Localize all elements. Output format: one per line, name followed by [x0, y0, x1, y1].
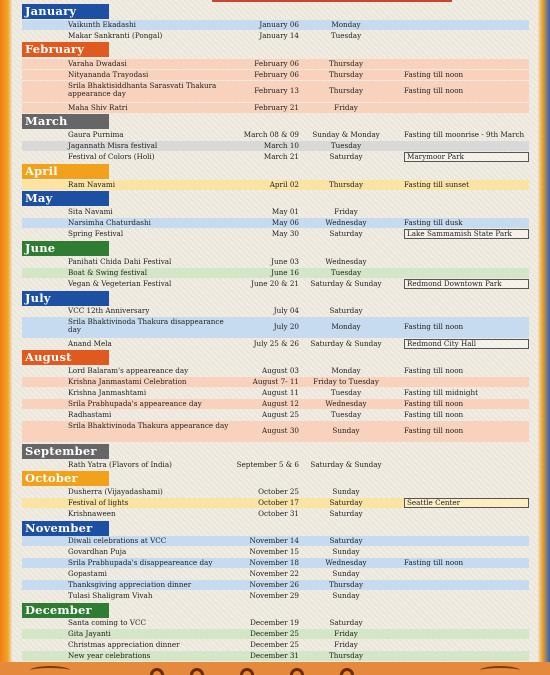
- footer-title-partial: [150, 662, 400, 675]
- event-name: Govardhan Puja: [68, 547, 127, 556]
- event-row: [22, 591, 529, 601]
- event-day: Thursday: [328, 59, 364, 68]
- event-name: VCC 12th Anniversary: [68, 306, 150, 315]
- event-name: Maha Shiv Ratri: [68, 103, 128, 112]
- event-row: [22, 257, 529, 267]
- event-row: [22, 59, 529, 69]
- event-date: August 25: [261, 410, 299, 419]
- event-day: Saturday: [329, 498, 363, 507]
- month-header-june: June: [22, 241, 109, 256]
- event-date: August 03: [261, 366, 299, 375]
- event-note: Fasting till noon: [404, 410, 464, 419]
- event-row: [22, 218, 529, 228]
- event-row: [22, 487, 529, 497]
- event-date: February 21: [254, 103, 299, 112]
- event-name: Narsimha Chaturdashi: [68, 218, 151, 227]
- event-row: [22, 229, 529, 239]
- event-day: Saturday & Sunday: [310, 460, 382, 469]
- event-name: Sita Navami: [68, 207, 113, 216]
- event-row: [22, 279, 529, 289]
- event-day: Thursday: [328, 86, 364, 95]
- month-header-april: April: [22, 164, 109, 179]
- event-row: [22, 388, 529, 398]
- event-name: Gita Jayanti: [68, 629, 111, 638]
- event-row: [22, 70, 529, 80]
- event-row: [22, 81, 529, 102]
- event-date: October 31: [258, 509, 299, 518]
- event-name: Srila Prabhupada's disappeareance day: [68, 558, 213, 567]
- event-day: Saturday: [329, 509, 363, 518]
- event-name: Tulasi Shaligram Vivah: [68, 591, 153, 600]
- event-day: Tuesday: [330, 410, 362, 419]
- event-row: [22, 377, 529, 387]
- event-date: January 06: [259, 20, 299, 29]
- event-day: Sunday & Monday: [312, 130, 380, 139]
- event-location: Redmond City Hall: [404, 339, 529, 349]
- event-date: December 31: [250, 651, 299, 660]
- event-row: [22, 509, 529, 519]
- event-day: Thursday: [328, 180, 364, 189]
- event-day: Tuesday: [330, 141, 362, 150]
- month-header-february: February: [22, 42, 109, 57]
- event-row: [22, 536, 529, 546]
- event-day: Saturday: [329, 229, 363, 238]
- event-day: Saturday & Sunday: [310, 339, 382, 348]
- event-row: [22, 207, 529, 217]
- event-row: [22, 306, 529, 316]
- event-date: September 5 & 6: [236, 460, 299, 469]
- event-name: Makar Sankranti (Pongal): [68, 31, 163, 40]
- event-name: Nityananda Trayodasi: [68, 70, 149, 79]
- event-date: June 16: [271, 268, 299, 277]
- event-note: Fasting till midnight: [404, 388, 479, 397]
- event-name: Krishna Janmashtami: [68, 388, 147, 397]
- header-divider: [212, 0, 452, 2]
- event-name: Panihati Chida Dahi Festival: [68, 257, 172, 266]
- month-header-december: December: [22, 603, 109, 618]
- event-day: Monday: [331, 366, 361, 375]
- event-day: Saturday: [329, 618, 363, 627]
- event-location: Seattle Center: [404, 498, 529, 508]
- footer-banner: [0, 662, 550, 675]
- event-day: Tuesday: [330, 31, 362, 40]
- calendar-sheet: [12, 0, 538, 675]
- event-day: Sunday: [332, 591, 360, 600]
- event-date: February 06: [254, 59, 299, 68]
- event-day: Monday: [331, 20, 361, 29]
- event-date: May 06: [271, 218, 299, 227]
- event-location: Marymoor Park: [404, 152, 529, 162]
- event-day: Friday: [334, 207, 358, 216]
- event-name: Krishna Janmastami Celebration: [68, 377, 187, 386]
- event-day: Friday: [334, 640, 358, 649]
- event-date: December 25: [250, 640, 299, 649]
- footer-ornament-right: [480, 666, 520, 675]
- event-name: Krishnaween: [68, 509, 116, 518]
- month-header-january: January: [22, 4, 109, 19]
- event-name: Christmas appreciation dinner: [68, 640, 180, 649]
- event-date: November 22: [249, 569, 299, 578]
- event-name: Lord Balaram's appeareance day: [68, 366, 189, 375]
- event-name: Ram Navami: [68, 180, 115, 189]
- event-row: [22, 152, 529, 162]
- event-day: Sunday: [332, 547, 360, 556]
- event-day: Sunday: [332, 426, 360, 435]
- event-row: [22, 629, 529, 639]
- event-day: Tuesday: [330, 268, 362, 277]
- event-date: August 30: [261, 426, 299, 435]
- event-location: Redmond Downtown Park: [404, 279, 529, 289]
- event-row: [22, 558, 529, 568]
- event-row: [22, 268, 529, 278]
- event-note: Fasting till moonrise - 9th March: [404, 130, 525, 139]
- event-date: October 17: [258, 498, 299, 507]
- event-note: Fasting till noon: [404, 86, 464, 95]
- event-date: July 04: [273, 306, 299, 315]
- event-date: February 13: [254, 86, 299, 95]
- event-day: Tuesday: [330, 388, 362, 397]
- event-row: [22, 31, 529, 41]
- event-name: Gopastami: [68, 569, 107, 578]
- event-date: March 21: [263, 152, 299, 161]
- event-date: August 11: [261, 388, 299, 397]
- event-row: [22, 141, 529, 151]
- event-note: Fasting till dusk: [404, 218, 463, 227]
- event-date: March 08 & 09: [243, 130, 299, 139]
- event-day: Friday: [334, 103, 358, 112]
- event-date: April 02: [269, 180, 299, 189]
- event-day: Friday to Tuesday: [313, 377, 379, 386]
- event-note: Fasting till noon: [404, 70, 464, 79]
- event-row: [22, 103, 529, 113]
- event-location: Lake Sammamish State Park: [404, 229, 529, 239]
- event-name: Radhastami: [68, 410, 112, 419]
- event-name: Thanksgiving appreciation dinner: [68, 580, 192, 589]
- event-name: Spring Festival: [68, 229, 124, 238]
- event-date: August 7- 11: [252, 377, 299, 386]
- month-header-march: March: [22, 114, 109, 129]
- event-day: Saturday: [329, 306, 363, 315]
- event-row: [22, 180, 529, 190]
- event-name: Anand Mela: [68, 339, 112, 348]
- event-name: Gaura Purnima: [68, 130, 124, 139]
- event-date: July 25 & 26: [253, 339, 299, 348]
- event-day: Saturday & Sunday: [310, 279, 382, 288]
- event-row: [22, 410, 529, 420]
- event-date: November 26: [249, 580, 299, 589]
- event-date: November 18: [249, 558, 299, 567]
- event-row: [22, 20, 529, 30]
- month-header-may: May: [22, 191, 109, 206]
- event-day: Wednesday: [325, 399, 367, 408]
- event-day: Thursday: [328, 580, 364, 589]
- event-day: Thursday: [328, 651, 364, 660]
- event-day: Sunday: [332, 569, 360, 578]
- event-row: [22, 130, 529, 140]
- event-day: Saturday: [329, 536, 363, 545]
- event-note: Fasting till noon: [404, 426, 464, 435]
- month-header-august: August: [22, 350, 109, 365]
- event-day: Wednesday: [325, 218, 367, 227]
- event-name: Vegan & Vegeterian Festival: [68, 279, 172, 288]
- event-row: [22, 366, 529, 376]
- event-note: Fasting till noon: [404, 558, 464, 567]
- event-name: Vaikunth Ekadashi: [68, 20, 136, 29]
- footer-ornament-left: [30, 666, 70, 675]
- event-row: [22, 421, 529, 442]
- event-date: January 14: [259, 31, 299, 40]
- event-name: Santa coming to VCC: [68, 618, 146, 627]
- event-date: November 29: [249, 591, 299, 600]
- event-date: October 25: [258, 487, 299, 496]
- event-day: Monday: [331, 322, 361, 331]
- event-date: May 30: [271, 229, 299, 238]
- event-name: Jagannath Misra festival: [68, 141, 158, 150]
- month-header-october: October: [22, 471, 109, 486]
- event-row: [22, 580, 529, 590]
- event-note: Fasting till noon: [404, 366, 464, 375]
- event-day: Sunday: [332, 487, 360, 496]
- event-day: Saturday: [329, 152, 363, 161]
- event-row: [22, 547, 529, 557]
- month-header-november: November: [22, 521, 109, 536]
- event-day: Thursday: [328, 70, 364, 79]
- event-name: Dusherra (Vijayadashami): [68, 487, 163, 496]
- event-date: June 20 & 21: [251, 279, 299, 288]
- event-name: Srila Bhaktivinoda Thakura disappearance day: [68, 317, 224, 334]
- event-name: Srila Bhaktivinoda Thakura appearance day: [68, 421, 229, 430]
- event-name: Festival of lights: [68, 498, 129, 507]
- event-day: Friday: [334, 629, 358, 638]
- event-row: [22, 618, 529, 628]
- event-note: Fasting till sunset: [404, 180, 470, 189]
- event-name: Festival of Colors (Holi): [68, 152, 155, 161]
- event-date: July 20: [273, 322, 299, 331]
- event-date: December 19: [250, 618, 299, 627]
- event-date: March 10: [263, 141, 299, 150]
- event-name: Boat & Swing festival: [68, 268, 148, 277]
- event-name: Srila Bhaktisiddhanta Sarasvati Thakura appearance day: [68, 81, 217, 98]
- event-date: August 12: [261, 399, 299, 408]
- event-date: February 06: [254, 70, 299, 79]
- event-name: Varaha Dwadasi: [68, 59, 127, 68]
- event-row: [22, 569, 529, 579]
- event-name: New year celebrations: [68, 651, 151, 660]
- event-row: [22, 498, 529, 508]
- event-date: June 03: [271, 257, 299, 266]
- event-date: November 15: [249, 547, 299, 556]
- event-date: May 01: [271, 207, 299, 216]
- event-name: Srila Prabhupada's appeareance day: [68, 399, 202, 408]
- month-header-july: July: [22, 291, 109, 306]
- month-header-september: September: [22, 444, 109, 459]
- event-row: [22, 399, 529, 409]
- event-day: Wednesday: [325, 558, 367, 567]
- event-row: [22, 460, 529, 470]
- event-row: [22, 651, 529, 661]
- event-name: Diwali celebrations at VCC: [68, 536, 167, 545]
- event-row: [22, 317, 529, 338]
- event-day: Wednesday: [325, 257, 367, 266]
- event-note: Fasting till noon: [404, 399, 464, 408]
- event-date: November 14: [249, 536, 299, 545]
- event-note: Fasting till noon: [404, 322, 464, 331]
- event-name: Rath Yatra (Flavors of India): [68, 460, 172, 469]
- event-row: [22, 339, 529, 349]
- event-date: December 25: [250, 629, 299, 638]
- event-row: [22, 640, 529, 650]
